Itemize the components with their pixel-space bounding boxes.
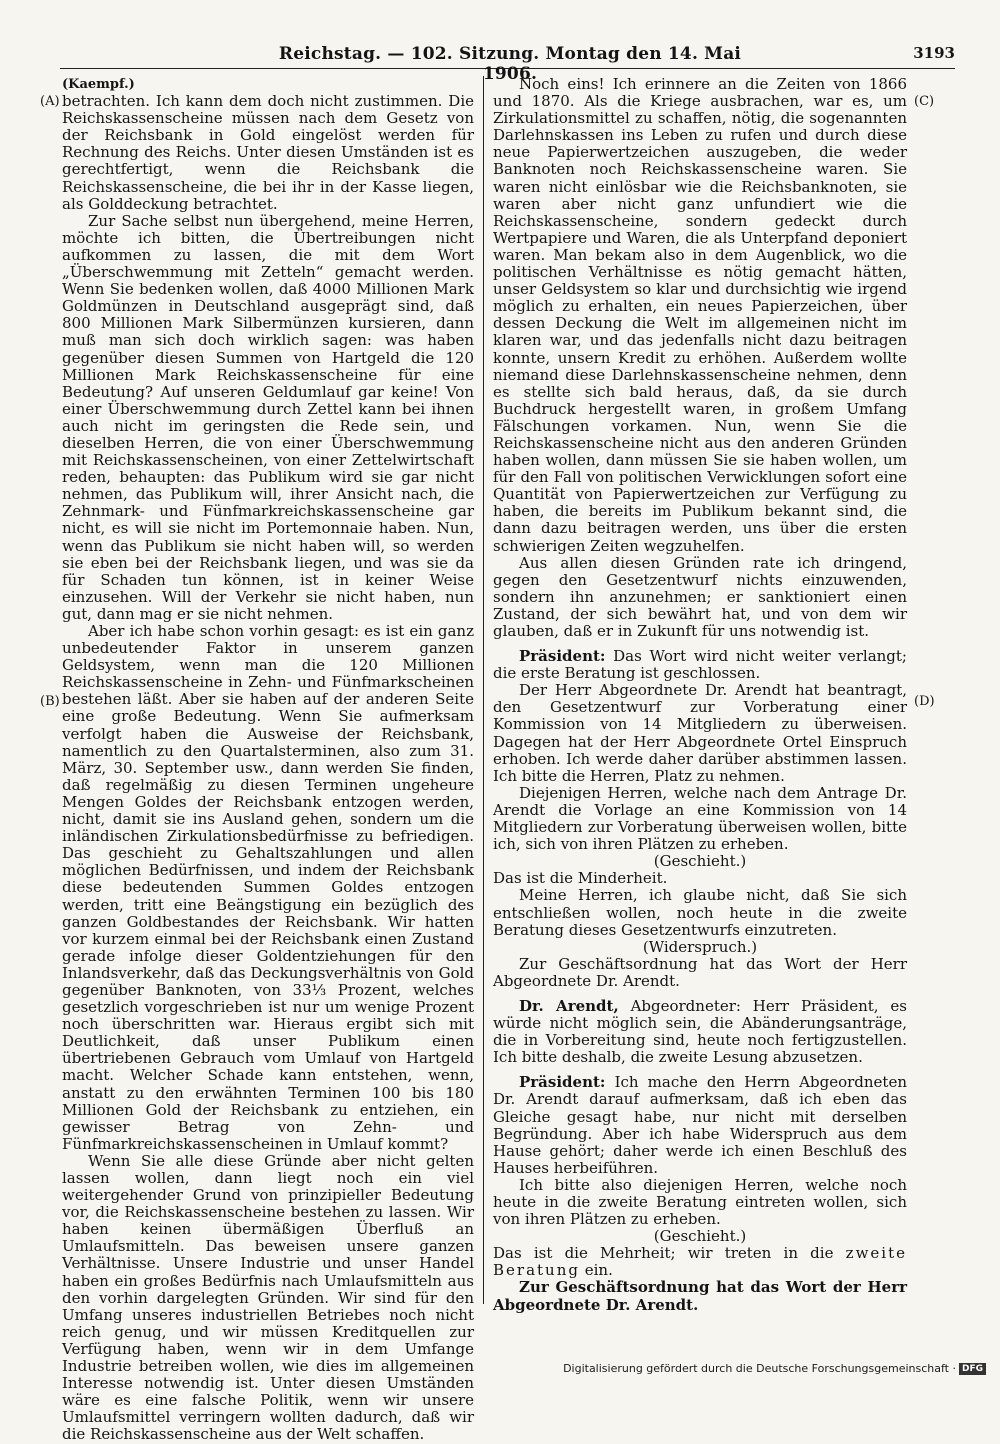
right-paragraph-16: Zur Geschäftsordnung hat das Wort der Herr Abgeordnete Dr. Arendt. [493,1278,907,1314]
speaker-name: Präsident: [519,1073,606,1092]
statement-text: Ich mache den Herrn Abgeordneten Dr. Arendt darauf aufmerksam, daß ich eben das Gleiche gesagt habe, nur nicht mit derselben Begründung. Aber ich habe Widerspruch aus dem Hause gehört; daher werde ich einen Beschluß des Hauses herbeiführen. [493,1073,907,1177]
left-column [62,76,474,1444]
stage-direction-3: (Geschieht.) [653,1227,747,1246]
stage-direction-1: (Geschieht.) [653,852,747,871]
running-title: Reichstag. — 102. Sitzung. Montag den 14. Mai 1906. [278,44,742,84]
footer-credit [563,1362,986,1375]
left-paragraph-2: Zur Sache selbst nun übergehend, meine Herren, möchte ich bitten, die Übertreibungen nicht aufkommen zu lassen, die mit dem Wort „Überschwemmung mit Zetteln“ gemacht werden. Wenn Sie bedenken wollen, daß 4000 Millionen Mark Goldmünzen in Deutschland ausgeprägt sind, daß 800 Millionen Mark Silbermünzen kursieren, dann muß man sich doch wirklich sagen: was haben gegenüber diesen Summen von Hartgeld die 120 Millionen Mark Reichskassenscheine für eine Bedeutung? Auf unseren Geldumlauf gar keine! Von einer Überschwemmung durch Zettel kann bei ihnen auch nicht im geringsten die Rede sein, und dieselben Herren, die von einer Überschwemmung mit Reichskassenscheinen, von einer Zettelwirtschaft reden, behaupten: das Publikum wird sie gar nicht nehmen, das Publikum will, ihrer Ansicht nach, die Zehnmark- und Fünfmarkreichskassenscheine gar nicht, es will sie nicht im Portemonnaie haben. Nun, wenn das Publikum sie nicht haben will, so werden sie eben bei der Reichsbank liegen, und was sie da für Schaden tun können, ist in keiner Weise einzusehen. Will der Verkehr sie nicht haben, nun gut, dann mag er sie nicht nehmen. [62,211,474,623]
right-paragraph-4: Der Herr Abgeordnete Dr. Arendt hat beantragt, den Gesetzentwurf zur Vorberatung einer Kommission von 14 Mitgliedern zu überweisen. Dagegen hat der Herr Abgeordnete Ortel Einspruch erhoben. Ich werde daher darüber abstimmen lassen. Ich bitte die Herren, Platz zu nehmen. [493,681,907,785]
president-statement-1 [493,648,907,682]
left-paragraph-4: Wenn Sie alle diese Gründe aber nicht gelten lassen wollen, dann liegt noch ein viel weitergehender Grund von prinzipieller Bedeutung vor, die Reichskassenscheine bestehen zu lassen. Wir haben keinen übermäßigen Überfluß an Umlaufsmitteln. Das beweisen unsere ganzen Verhältnisse. Unsere Industrie und unser Handel haben ein großes Bedürfnis nach Umlaufsmitteln aus den vorhin dargelegten Gründen. Wir sind für den Umfang unseres industriellen Betriebes noch nicht reich genug, und wir müssen Kreditquellen zur Verfügung haben, wenn wir in dem Umfange Industrie betreiben wollen, wie dies im allgemeinen Interesse notwendig ist. Unter diesen Umständen wäre es eine falsche Politik, wenn wir unsere Umlaufsmittel verringern wollten dadurch, daß wir die Reichskassenscheine aus der Welt schaffen. [62,1151,474,1444]
right-paragraph-8: Meine Herren, ich glaube nicht, daß Sie sich entschließen wollen, noch heute in die zweite Beratung dieses Gesetzentwurfs einzutreten. [493,886,907,939]
president-statement-2 [493,1074,907,1177]
statement-text: Das Wort wird nicht weiter verlangt; die erste Beratung ist geschlossen. [493,647,907,683]
dfg-logo: DFG [959,1363,986,1375]
right-paragraph-15 [493,1245,907,1279]
right-paragraph-10: Zur Geschäftsordnung hat das Wort der Herr Abgeordnete Dr. Arendt. [493,954,907,990]
left-paragraph-3: Aber ich habe schon vorhin gesagt: es ist ein ganz unbedeutender Faktor in unserem ganzen Geldsystem, wenn man die 120 Millionen Reichskassenscheine in Zehn- und Fünfmarkscheinen bestehen läßt. Aber sie haben auf der anderen Seite eine große Bedeutung. Wenn Sie aufmerksam verfolgt haben die Ausweise der Reichsbank, namentlich zu den Quartalsterminen, also zum 31. März, 30. September usw., dann werden Sie finden, daß regelmäßig zu diesen Terminen ungeheure Mengen Goldes der Reichsbank entzogen werden, nicht, damit sie ins Ausland gehen, sondern um die inländischen Zirkulationsbedürfnisse zu befriedigen. Das geschieht zu Gehaltszahlungen und allen möglichen Bedürfnissen, und indem der Reichsbank diese bedeutenden Summen Goldes entzogen werden, tritt eine Beängstigung ein bezüglich des ganzen Goldbestandes der Reichsbank. Wir hatten vor kurzem einmal bei der Reichsbank einen Zustand gerade infolge dieser Goldentziehungen für den Inlandsverkehr, daß das Deckungsverhältnis von Gold gegenüber Banknoten, von 33⅓ Prozent, welches gesetzlich vorgeschrieben ist nur um wenige Prozent noch überschritten war. Hieraus ergibt sich mit Deutlichkeit, daß unser Publikum einen übertriebenen Gebrauch vom Umlauf von Hartgeld macht. Welcher Schade kann entstehen, wenn, anstatt zu den erwähnten Terminen 100 bis 180 Millionen Gold der Reichsbank zu entziehen, ein gewisser Betrag von Zehn- und Fünfmarkreichskassenscheinen in Umlauf kommt? [62,622,474,1153]
margin-mark-a: (A) [40,94,60,109]
stage-direction-2: (Widerspruch.) [642,937,758,956]
column-divider [483,76,484,1304]
right-paragraph-13: Ich bitte also diejenigen Herren, welche noch heute in die zweite Beratung eintreten wollen, sich von ihren Plätzen zu erheben. [493,1175,907,1229]
statement-text: Abgeordneter: Herr Präsident, es würde nicht möglich sein, die Abänderungsanträge, die in Vorbereitung sind, heute noch fertigzustellen. Ich bitte deshalb, die zweite Lesung abzusetzen. [493,996,908,1067]
margin-mark-c: (C) [914,94,935,109]
page-number: 3193 [913,44,955,62]
text-segment: ein. [584,1261,613,1280]
right-paragraph-1: Noch eins! Ich erinnere an die Zeiten von 1866 und 1870. Als die Kriege ausbrachen, war es, um Zirkulationsmittel zu schaffen, nötig, die sogenannten Darlehnskassen ins Leben zu rufen und durch diese neue Papierwertzeichen auszugeben, die weder Banknoten noch Reichskassenscheine waren. Sie waren nicht einlösbar wie die Reichsbanknoten, sie waren aber nicht ganz unfundiert wie die Reichskassenscheine, sondern gedeckt durch Wertpapiere und Waren, die als Unterpfand deponiert waren. Man bekam also in dem Augenblick, wo die politischen Verhältnisse es nötig gemacht hätten, unser Geldsystem so klar und durchsichtig wie irgend möglich zu erhalten, ein neues Papierzeichen, über dessen Deckung die Welt im allgemeinen nicht im klaren war, und das jedenfalls nicht dazu beitragen konnte, unsern Kredit zu erhöhen. Außerdem wollte niemand diese Darlehnskassenscheine nehmen, denn es stellte sich bald heraus, daß, da sie durch Buchdruck hergestellt waren, in großem Umfang Fälschungen vorkamen. Nun, wenn Sie die Reichskassenscheine nicht aus den anderen Gründen haben wollen, dann müssen Sie sie haben wollen, um für den Fall von politischen Verwicklungen sofort eine Quantität von Papierwertzeichen zur Verfügung zu haben, die bereits im Publikum bekannt sind, die dann dazu beitragen werden, uns über die ersten schwierigen Zeiten wegzuhelfen. [493,75,907,555]
speaker-tag: (Kaempf.) [62,77,135,92]
footer-text: Digitalisierung gefördert durch die Deutsche Forschungsgemeinschaft · [563,1362,956,1375]
margin-mark-b: (B) [40,694,60,709]
right-paragraph-5: Diejenigen Herren, welche nach dem Antrage Dr. Arendt die Vorlage an eine Kommission von 14 Mitgliedern zur Vorberatung überweisen wollen, bitte ich, sich von ihren Plätzen zu erheben. [493,783,907,854]
right-column [493,76,907,1314]
margin-mark-d: (D) [914,694,935,709]
page-header [60,44,955,84]
left-paragraph-1: betrachten. Ich kann dem doch nicht zustimmen. Die Reichskassenscheine müssen nach dem Gesetz von der Reichsbank in Gold eingelöst werden für Rechnung des Reichs. Unter diesen Umständen ist es gerechtfertigt, wenn die Reichsbank die Reichskassenscheine, die bei ihr in der Kasse liegen, als Golddeckung betrachtet. [62,92,474,213]
right-paragraph-2: Aus allen diesen Gründen rate ich dringend, gegen den Gesetzentwurf nichts einzuwenden, sondern ihn anzunehmen; er sanktioniert einen Zustand, der sich bewährt hat, und von dem wir glauben, daß er in Zukunft für uns notwendig ist. [493,553,907,640]
right-paragraph-7: Das ist die Minderheit. [493,869,668,888]
spaced-emphasis: zweite Beratung [493,1244,907,1280]
speaker-name: Präsident: [519,647,606,666]
arendt-statement [493,998,907,1066]
text-segment: Das ist die Mehrheit; wir treten in die [493,1244,834,1263]
speaker-name: Dr. Arendt, [519,996,619,1015]
